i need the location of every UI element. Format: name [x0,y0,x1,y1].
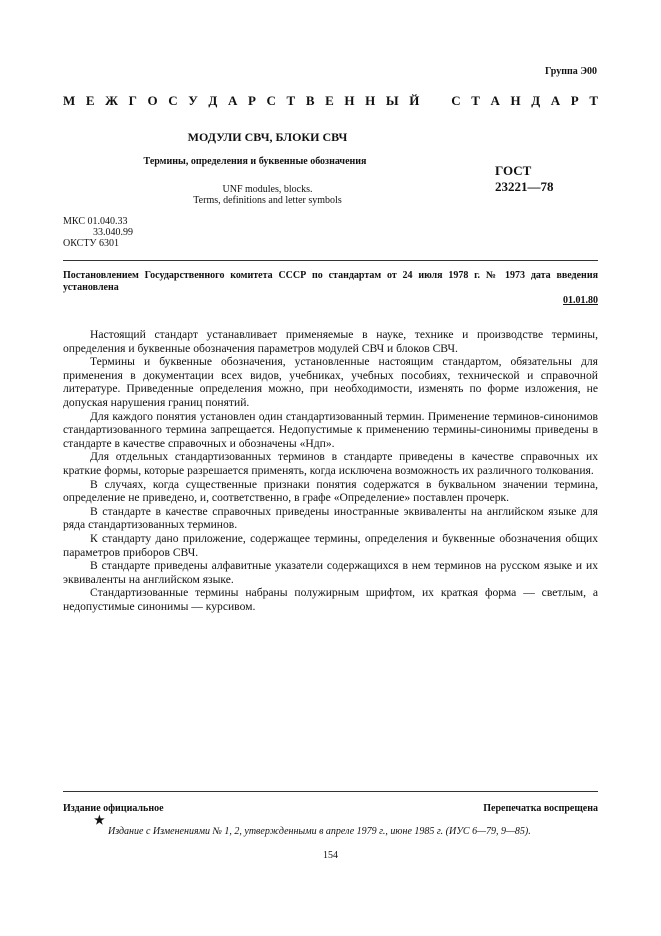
banner-letter: Е [325,93,334,108]
english-title-line1: UNF modules, blocks. [222,184,313,195]
banner-letter: В [305,93,315,108]
banner-letter: А [550,93,561,108]
effective-date: 01.01.80 [563,295,598,306]
classification-codes [63,216,133,249]
star-icon: ★ [94,813,105,827]
body-paragraph: В стандарте приведены алфавитные указатели содержащихся в нем терминов на русском языке и их эквиваленты на английском языке. [63,559,598,586]
gost-designation [495,163,554,195]
body-paragraph: Стандартизованные термины набраны полужирным шрифтом, их краткая форма — светлым, а недопустимые синонимы — курсивом. [63,586,598,613]
amendments-note: Издание с Изменениями № 1, 2, утвержденными в апреле 1979 г., июне 1985 г. (ИУС 6—79, 9—85). [108,826,531,837]
banner-letter: Ж [105,93,119,108]
banner-letter: С [451,93,461,108]
document-body [63,328,598,613]
banner-letter: Т [471,93,480,108]
banner-letter: А [227,93,238,108]
banner-letter: Й [409,93,420,108]
banner-letter: Н [344,93,355,108]
body-paragraph: Для отдельных стандартизованных терминов в стандарте приведены в качестве справочных их краткие формы, которые разрешается применять, когда исключена возможность их различного толкования. [63,450,598,477]
body-paragraph: Термины и буквенные обозначения, установленные настоящим стандартом, обязательны для применения в документации всех видов, учебниках, учебных пособиях, технической и справочной литературе. Приведенные определения можно, при необходимости, изменять по форме изложения, не допуская нарушения границ понятий. [63,355,598,409]
body-paragraph: Для каждого понятия установлен один стандартизованный термин. Применение терминов-синонимов стандартизованного термина запрещается. Недопустимые к применению термины-синонимы приведены в стандарте в качестве справочных и обозначены «Ндп». [63,409,598,450]
header-divider [63,260,598,261]
banner-letter: Н [365,93,376,108]
gost-number: 23221—78 [495,179,554,194]
banner-letter: Р [247,93,256,108]
banner-letter: Е [85,93,95,108]
decree-text: Постановлением Государственного комитета СССР по стандартам от 24 июля 1978 г. № 1973 дата введения установлена [63,270,598,293]
okstu-code: ОКСТУ 6301 [63,238,120,249]
interstate-standard-banner [63,93,598,109]
banner-letter: Р [570,93,579,108]
banner-letter: Д [208,93,218,108]
gost-label: ГОСТ [495,163,532,178]
reprint-prohibited-label: Перепечатка воспрещена [483,803,598,814]
body-paragraph: Настоящий стандарт устанавливает применяемые в науке, технике и производстве термины, определения и буквенные обозначения параметров модулей СВЧ и блоков СВЧ. [63,328,598,355]
banner-letter: М [63,93,76,108]
body-paragraph: К стандарту дано приложение, содержащее термины, определения и буквенные обозначения общих параметров приборов СВЧ. [63,531,598,559]
group-label: Группа Э00 [545,66,597,77]
banner-letter: С [266,93,276,108]
document-subtitle: Термины, определения и буквенные обозначения [143,156,367,167]
official-edition-label: Издание официальное [63,803,164,814]
mks-code: МКС 01.040.33 [63,216,128,227]
banner-letter: У [188,93,198,108]
document-title: МОДУЛИ СВЧ, БЛОКИ СВЧ [187,130,348,144]
banner-letter: Г [128,93,137,108]
banner-letter: Т [589,93,598,108]
body-paragraph: В случаях, когда существенные признаки понятия содержатся в буквальном значении термина, определение не приведено, и, соответственно, в графе «Определение» поставлен прочерк. [63,477,598,505]
banner-letter: Ы [385,93,399,108]
mks-code-secondary: 33.040.99 [93,227,133,238]
page-number: 154 [323,850,338,861]
body-paragraph: В стандарте в качестве справочных приведены иностранные эквиваленты на английском языке для ряда стандартизованных терминов. [63,504,598,532]
footer-divider [63,791,598,792]
english-title-line2: Terms, definitions and letter symbols [193,195,342,206]
banner-letter: Н [510,93,521,108]
banner-letter: Д [531,93,541,108]
banner-letter: О [147,93,158,108]
banner-letter: Т [286,93,296,108]
banner-letter: С [168,93,178,108]
banner-letter: А [490,93,500,108]
